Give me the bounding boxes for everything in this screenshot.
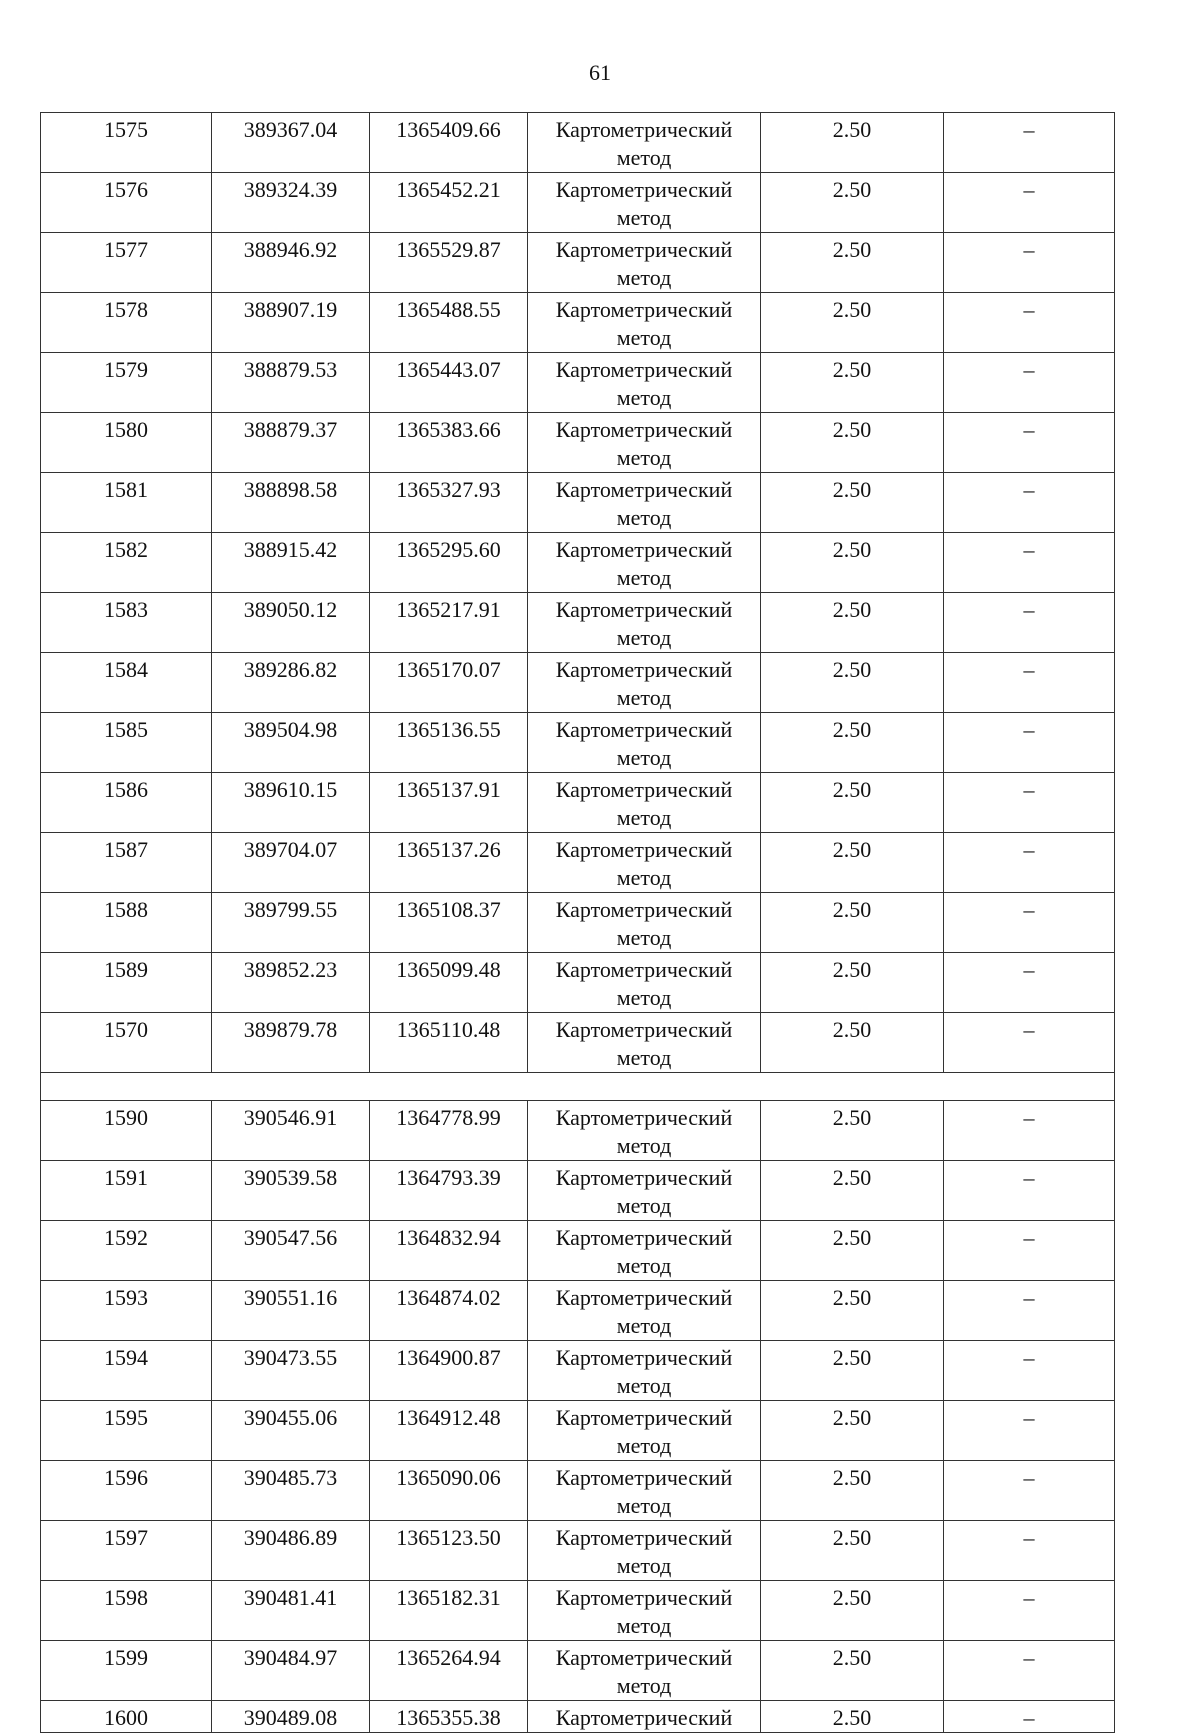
point-id-cell: 1599 bbox=[41, 1641, 212, 1701]
accuracy-cell: 2.50 bbox=[761, 233, 944, 293]
x-coordinate-cell: 388907.19 bbox=[212, 293, 370, 353]
x-coordinate-cell: 389852.23 bbox=[212, 953, 370, 1013]
x-coordinate-cell: 389704.07 bbox=[212, 833, 370, 893]
note-cell: – bbox=[944, 1401, 1115, 1461]
point-id-cell: 1595 bbox=[41, 1401, 212, 1461]
accuracy-cell: 2.50 bbox=[761, 1701, 944, 1733]
y-coordinate-cell: 1365452.21 bbox=[370, 173, 528, 233]
table-row bbox=[41, 1281, 1115, 1341]
y-coordinate-cell: 1365409.66 bbox=[370, 113, 528, 173]
accuracy-cell: 2.50 bbox=[761, 833, 944, 893]
note-cell: – bbox=[944, 1341, 1115, 1401]
x-coordinate-cell: 390473.55 bbox=[212, 1341, 370, 1401]
note-cell: – bbox=[944, 473, 1115, 533]
note-cell: – bbox=[944, 1461, 1115, 1521]
note-cell: – bbox=[944, 893, 1115, 953]
table-row bbox=[41, 293, 1115, 353]
note-cell: – bbox=[944, 293, 1115, 353]
point-id-cell: 1577 bbox=[41, 233, 212, 293]
y-coordinate-cell: 1364832.94 bbox=[370, 1221, 528, 1281]
x-coordinate-cell: 389286.82 bbox=[212, 653, 370, 713]
point-id-cell: 1594 bbox=[41, 1341, 212, 1401]
point-id-cell: 1580 bbox=[41, 413, 212, 473]
table-row bbox=[41, 353, 1115, 413]
note-cell: – bbox=[944, 233, 1115, 293]
note-cell: – bbox=[944, 1101, 1115, 1161]
y-coordinate-cell: 1365136.55 bbox=[370, 713, 528, 773]
point-id-cell: 1584 bbox=[41, 653, 212, 713]
method-cell: Картометрический метод bbox=[528, 1461, 761, 1521]
method-cell: Картометрический метод bbox=[528, 413, 761, 473]
x-coordinate-cell: 389324.39 bbox=[212, 173, 370, 233]
method-cell: Картометрический метод bbox=[528, 1281, 761, 1341]
point-id-cell: 1585 bbox=[41, 713, 212, 773]
note-cell: – bbox=[944, 113, 1115, 173]
method-cell: Картометрический метод bbox=[528, 1013, 761, 1073]
coordinates-table bbox=[40, 112, 1115, 1733]
accuracy-cell: 2.50 bbox=[761, 1641, 944, 1701]
point-id-cell: 1590 bbox=[41, 1101, 212, 1161]
x-coordinate-cell: 388879.53 bbox=[212, 353, 370, 413]
point-id-cell: 1575 bbox=[41, 113, 212, 173]
y-coordinate-cell: 1364778.99 bbox=[370, 1101, 528, 1161]
y-coordinate-cell: 1364874.02 bbox=[370, 1281, 528, 1341]
note-cell: – bbox=[944, 1581, 1115, 1641]
note-cell: – bbox=[944, 1221, 1115, 1281]
point-id-cell: 1589 bbox=[41, 953, 212, 1013]
y-coordinate-cell: 1365529.87 bbox=[370, 233, 528, 293]
y-coordinate-cell: 1365264.94 bbox=[370, 1641, 528, 1701]
table-row bbox=[41, 833, 1115, 893]
x-coordinate-cell: 388879.37 bbox=[212, 413, 370, 473]
accuracy-cell: 2.50 bbox=[761, 653, 944, 713]
x-coordinate-cell: 390455.06 bbox=[212, 1401, 370, 1461]
method-cell: Картометрический метод bbox=[528, 113, 761, 173]
accuracy-cell: 2.50 bbox=[761, 353, 944, 413]
accuracy-cell: 2.50 bbox=[761, 413, 944, 473]
accuracy-cell: 2.50 bbox=[761, 293, 944, 353]
method-cell: Картометрический метод bbox=[528, 173, 761, 233]
page-number: 61 bbox=[589, 60, 611, 85]
table-row bbox=[41, 413, 1115, 473]
method-cell: Картометрический метод bbox=[528, 593, 761, 653]
note-cell: – bbox=[944, 953, 1115, 1013]
table-separator-row bbox=[41, 1073, 1115, 1101]
note-cell: – bbox=[944, 593, 1115, 653]
method-cell: Картометрический метод bbox=[528, 653, 761, 713]
method-cell: Картометрический метод bbox=[528, 533, 761, 593]
point-id-cell: 1598 bbox=[41, 1581, 212, 1641]
accuracy-cell: 2.50 bbox=[761, 1581, 944, 1641]
point-id-cell: 1593 bbox=[41, 1281, 212, 1341]
table-row bbox=[41, 713, 1115, 773]
method-cell: Картометрический метод bbox=[528, 713, 761, 773]
x-coordinate-cell: 389610.15 bbox=[212, 773, 370, 833]
point-id-cell: 1581 bbox=[41, 473, 212, 533]
table-row bbox=[41, 1341, 1115, 1401]
x-coordinate-cell: 390485.73 bbox=[212, 1461, 370, 1521]
table-row bbox=[41, 533, 1115, 593]
accuracy-cell: 2.50 bbox=[761, 1521, 944, 1581]
accuracy-cell: 2.50 bbox=[761, 893, 944, 953]
y-coordinate-cell: 1365327.93 bbox=[370, 473, 528, 533]
y-coordinate-cell: 1365170.07 bbox=[370, 653, 528, 713]
x-coordinate-cell: 388915.42 bbox=[212, 533, 370, 593]
note-cell: – bbox=[944, 1013, 1115, 1073]
method-cell: Картометрический метод bbox=[528, 353, 761, 413]
method-cell: Картометрический метод bbox=[528, 1161, 761, 1221]
method-cell: Картометрический метод bbox=[528, 1581, 761, 1641]
accuracy-cell: 2.50 bbox=[761, 1341, 944, 1401]
table-row bbox=[41, 1013, 1115, 1073]
x-coordinate-cell: 390481.41 bbox=[212, 1581, 370, 1641]
accuracy-cell: 2.50 bbox=[761, 1401, 944, 1461]
method-cell: Картометрический метод bbox=[528, 833, 761, 893]
y-coordinate-cell: 1365137.26 bbox=[370, 833, 528, 893]
note-cell: – bbox=[944, 1641, 1115, 1701]
table-row bbox=[41, 233, 1115, 293]
x-coordinate-cell: 390489.08 bbox=[212, 1701, 370, 1733]
accuracy-cell: 2.50 bbox=[761, 173, 944, 233]
x-coordinate-cell: 389799.55 bbox=[212, 893, 370, 953]
point-id-cell: 1576 bbox=[41, 173, 212, 233]
y-coordinate-cell: 1365182.31 bbox=[370, 1581, 528, 1641]
y-coordinate-cell: 1365108.37 bbox=[370, 893, 528, 953]
method-cell: Картометрический метод bbox=[528, 293, 761, 353]
x-coordinate-cell: 389050.12 bbox=[212, 593, 370, 653]
note-cell: – bbox=[944, 173, 1115, 233]
y-coordinate-cell: 1364912.48 bbox=[370, 1401, 528, 1461]
note-cell: – bbox=[944, 1161, 1115, 1221]
y-coordinate-cell: 1364900.87 bbox=[370, 1341, 528, 1401]
note-cell: – bbox=[944, 413, 1115, 473]
method-cell: Картометрический метод bbox=[528, 953, 761, 1013]
x-coordinate-cell: 390539.58 bbox=[212, 1161, 370, 1221]
note-cell: – bbox=[944, 653, 1115, 713]
x-coordinate-cell: 390547.56 bbox=[212, 1221, 370, 1281]
table-row bbox=[41, 593, 1115, 653]
table-row bbox=[41, 1581, 1115, 1641]
y-coordinate-cell: 1365137.91 bbox=[370, 773, 528, 833]
accuracy-cell: 2.50 bbox=[761, 1281, 944, 1341]
table-row bbox=[41, 1221, 1115, 1281]
table-row bbox=[41, 1101, 1115, 1161]
point-id-cell: 1591 bbox=[41, 1161, 212, 1221]
point-id-cell: 1597 bbox=[41, 1521, 212, 1581]
accuracy-cell: 2.50 bbox=[761, 1221, 944, 1281]
method-cell: Картометрический метод bbox=[528, 1401, 761, 1461]
x-coordinate-cell: 390486.89 bbox=[212, 1521, 370, 1581]
table-row bbox=[41, 953, 1115, 1013]
table-row bbox=[41, 773, 1115, 833]
table-row bbox=[41, 1161, 1115, 1221]
method-cell: Картометрический метод bbox=[528, 473, 761, 533]
note-cell: – bbox=[944, 1701, 1115, 1733]
table-row bbox=[41, 1641, 1115, 1701]
table-row bbox=[41, 1521, 1115, 1581]
accuracy-cell: 2.50 bbox=[761, 473, 944, 533]
table-row bbox=[41, 1401, 1115, 1461]
accuracy-cell: 2.50 bbox=[761, 953, 944, 1013]
point-id-cell: 1583 bbox=[41, 593, 212, 653]
accuracy-cell: 2.50 bbox=[761, 533, 944, 593]
note-cell: – bbox=[944, 773, 1115, 833]
method-cell: Картометрический метод bbox=[528, 1101, 761, 1161]
x-coordinate-cell: 390551.16 bbox=[212, 1281, 370, 1341]
note-cell: – bbox=[944, 713, 1115, 773]
y-coordinate-cell: 1365443.07 bbox=[370, 353, 528, 413]
accuracy-cell: 2.50 bbox=[761, 713, 944, 773]
point-id-cell: 1586 bbox=[41, 773, 212, 833]
note-cell: – bbox=[944, 1281, 1115, 1341]
method-cell: Картометрический метод bbox=[528, 893, 761, 953]
point-id-cell: 1582 bbox=[41, 533, 212, 593]
accuracy-cell: 2.50 bbox=[761, 113, 944, 173]
accuracy-cell: 2.50 bbox=[761, 1161, 944, 1221]
y-coordinate-cell: 1365383.66 bbox=[370, 413, 528, 473]
y-coordinate-cell: 1364793.39 bbox=[370, 1161, 528, 1221]
point-id-cell: 1588 bbox=[41, 893, 212, 953]
separator-cell bbox=[41, 1073, 1115, 1101]
method-cell: Картометрический метод bbox=[528, 1341, 761, 1401]
accuracy-cell: 2.50 bbox=[761, 1013, 944, 1073]
point-id-cell: 1600 bbox=[41, 1701, 212, 1733]
method-cell: Картометрический метод bbox=[528, 1521, 761, 1581]
method-cell: Картометрический bbox=[528, 1701, 761, 1733]
x-coordinate-cell: 388946.92 bbox=[212, 233, 370, 293]
note-cell: – bbox=[944, 533, 1115, 593]
table-row bbox=[41, 1461, 1115, 1521]
x-coordinate-cell: 390484.97 bbox=[212, 1641, 370, 1701]
y-coordinate-cell: 1365110.48 bbox=[370, 1013, 528, 1073]
point-id-cell: 1578 bbox=[41, 293, 212, 353]
note-cell: – bbox=[944, 353, 1115, 413]
table-row bbox=[41, 1701, 1115, 1733]
method-cell: Картометрический метод bbox=[528, 233, 761, 293]
table-row bbox=[41, 173, 1115, 233]
point-id-cell: 1570 bbox=[41, 1013, 212, 1073]
accuracy-cell: 2.50 bbox=[761, 1461, 944, 1521]
x-coordinate-cell: 389367.04 bbox=[212, 113, 370, 173]
method-cell: Картометрический метод bbox=[528, 773, 761, 833]
point-id-cell: 1596 bbox=[41, 1461, 212, 1521]
x-coordinate-cell: 389879.78 bbox=[212, 1013, 370, 1073]
accuracy-cell: 2.50 bbox=[761, 1101, 944, 1161]
y-coordinate-cell: 1365488.55 bbox=[370, 293, 528, 353]
y-coordinate-cell: 1365090.06 bbox=[370, 1461, 528, 1521]
accuracy-cell: 2.50 bbox=[761, 773, 944, 833]
table-row bbox=[41, 113, 1115, 173]
point-id-cell: 1587 bbox=[41, 833, 212, 893]
y-coordinate-cell: 1365295.60 bbox=[370, 533, 528, 593]
table-row bbox=[41, 653, 1115, 713]
note-cell: – bbox=[944, 1521, 1115, 1581]
point-id-cell: 1592 bbox=[41, 1221, 212, 1281]
y-coordinate-cell: 1365217.91 bbox=[370, 593, 528, 653]
table-row bbox=[41, 893, 1115, 953]
y-coordinate-cell: 1365099.48 bbox=[370, 953, 528, 1013]
y-coordinate-cell: 1365355.38 bbox=[370, 1701, 528, 1733]
note-cell: – bbox=[944, 833, 1115, 893]
point-id-cell: 1579 bbox=[41, 353, 212, 413]
table-row bbox=[41, 473, 1115, 533]
accuracy-cell: 2.50 bbox=[761, 593, 944, 653]
x-coordinate-cell: 390546.91 bbox=[212, 1101, 370, 1161]
x-coordinate-cell: 388898.58 bbox=[212, 473, 370, 533]
x-coordinate-cell: 389504.98 bbox=[212, 713, 370, 773]
y-coordinate-cell: 1365123.50 bbox=[370, 1521, 528, 1581]
method-cell: Картометрический метод bbox=[528, 1221, 761, 1281]
method-cell: Картометрический метод bbox=[528, 1641, 761, 1701]
